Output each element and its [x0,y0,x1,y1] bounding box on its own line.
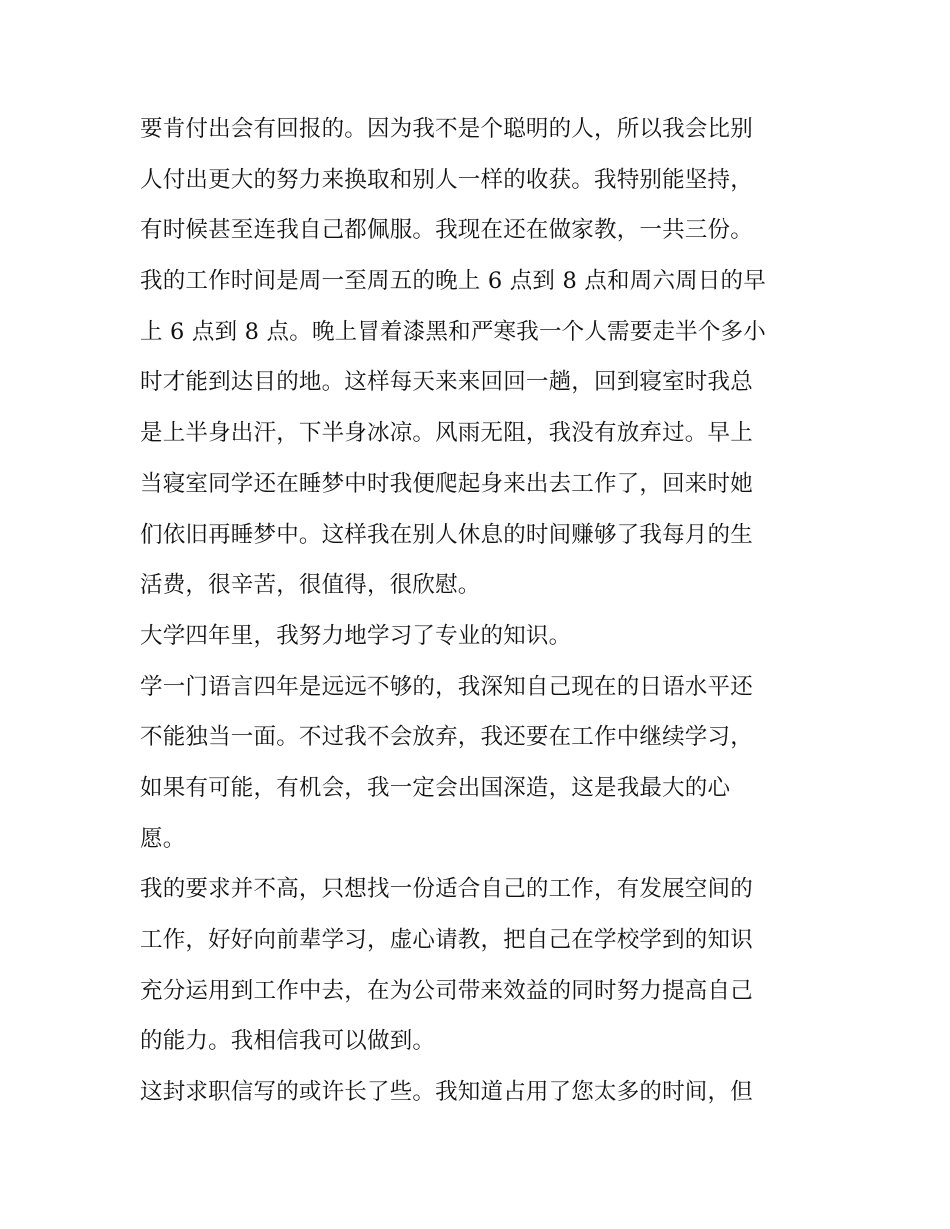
cover-letter-body [140,104,815,1118]
text-line: 时才能到达目的地。这样每天来来回回一趟，回到寝室时我总 [140,369,753,396]
text-line: 活费，很辛苦，很值得，很欣慰。 [140,572,481,599]
text-line: 们依旧再睡梦中。这样我在别人休息的时间赚够了我每月的生 [140,521,753,548]
text-line: 当寝室同学还在睡梦中时我便爬起身来出去工作了，回来时她 [140,470,753,497]
text-line: 不能独当一面。不过我不会放弃，我还要在工作中继续学习， [140,724,753,751]
text-line: 这封求职信写的或许长了些。我知道占用了您太多的时间，但 [140,1079,753,1106]
text-line: 工作，好好向前辈学习，虚心请教，把自己在学校学到的知识 [140,927,753,953]
text-line: 充分运用到工作中去，在为公司带来效益的同时努力提高自己 [140,977,753,1004]
text-line: 大学四年里，我努力地学习了专业的知识。 [140,622,572,649]
text-line: 愿。 [140,825,186,852]
text-line: 的能力。我相信我可以做到。 [140,1028,436,1055]
text-line: 人付出更大的努力来换取和别人一样的收获。我特别能坚持， [140,166,753,193]
text-line: 学一门语言四年是远远不够的，我深知自己现在的日语水平还 [140,673,753,700]
text-line: 如果有可能，有机会，我一定会出国深造，这是我最大的心 [140,774,731,801]
text-line: 有时候甚至连我自己都佩服。我现在还在做家教，一共三份。 [140,217,753,244]
text-line: 我的要求并不高，只想找一份适合自己的工作，有发展空间的 [140,876,753,903]
text-line: 上 6 点到 8 点。晚上冒着漆黑和严寒我一个人需要走半个多小 [140,318,766,345]
text-line: 是上半身出汗，下半身冰凉。风雨无阻，我没有放弃过。早上 [140,420,753,447]
text-line: 要肯付出会有回报的。因为我不是个聪明的人，所以我会比别 [140,116,753,142]
text-line: 我的工作时间是周一至周五的晚上 6 点到 8 点和周六周日的早 [140,268,766,295]
